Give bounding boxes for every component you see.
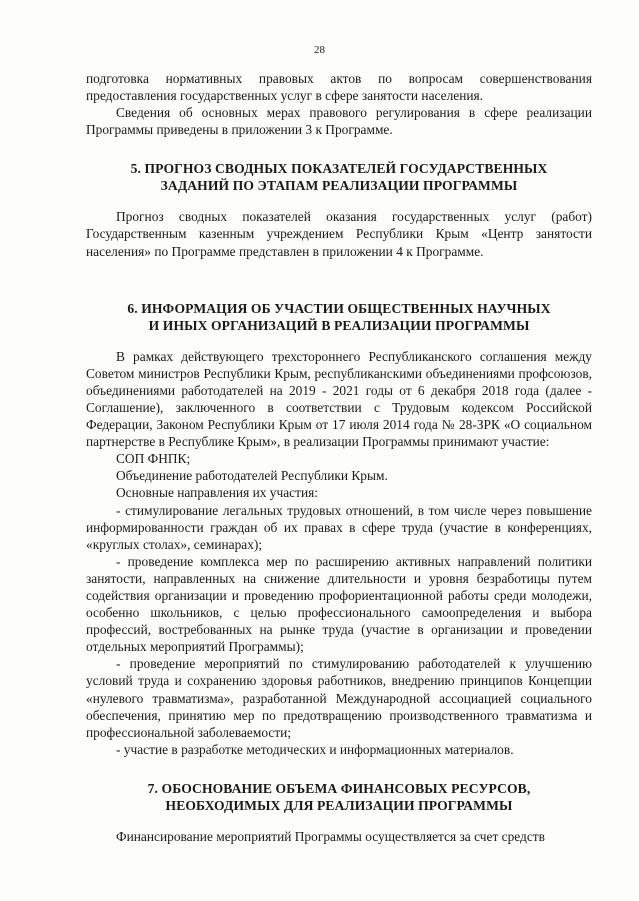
paragraph: В рамках действующего трехстороннего Республиканского соглашения между Советом министров Республики Крым, республиканскими объединениями профсоюзов, объединениями работодателей на 2019 - 2021 годы от 6 декабря 2018 года (далее - Соглашение), заключенного в соответствии с Трудовым кодексом Российской Федерации, Законом Республики Крым от 17 июля 2014 года № 28-ЗРК «О социальном партнерстве в Республике Крым», в реализации Программы принимают участие: — [86, 348, 592, 450]
list-item: Объединение работодателей Республики Крым. — [116, 468, 388, 484]
list-item: СОП ФНПК; — [116, 451, 191, 467]
section-6 — [86, 300, 592, 758]
paragraph: Прогноз сводных показателей оказания государственных услуг (работ) Государственным казенным учреждением Республики Крым «Центр занятости населения» по Программе представлен в приложении 4 к Программе. — [86, 209, 592, 259]
heading-line: 5. ПРОГНОЗ СВОДНЫХ ПОКАЗАТЕЛЕЙ ГОСУДАРСТВЕННЫХ — [130, 161, 548, 177]
section-5 — [86, 160, 592, 259]
page-number: 28 — [314, 44, 325, 56]
list-item: - проведение мероприятий по стимулированию работодателей к улучшению условий труда и сохранению здоровья работников, внедрению принципов Концепции «нулевого травматизма», разработанной Международной ассоциацией социального обеспечения, принятию мер по предотвращению производственного травматизма и профессиональной заболеваемости; — [86, 656, 592, 740]
list-item: Основные направления их участия: — [116, 485, 319, 501]
section-heading — [86, 780, 592, 814]
paragraph: Финансирование мероприятий Программы осуществляется за счет средств — [116, 828, 545, 844]
list-item: - стимулирование легальных трудовых отношений, в том числе через повышение информированности граждан об их правах в сфере труда (участие в конференциях, «круглых столах», семинарах); — [86, 502, 592, 552]
section-heading — [86, 160, 592, 194]
document-body — [86, 70, 592, 845]
paragraph: Сведения об основных мерах правового регулирования в сфере реализации Программы приведены в приложении 3 к Программе. — [86, 105, 592, 138]
section-heading — [86, 300, 592, 334]
list-item: - проведение комплекса мер по расширению активных направлений политики занятости, направленных на снижение длительности и уровня безработицы путем содействия организации и проведению профориентационной работы среди молодежи, особенно школьников, с целью профессионального самоопределения и выбора профессий, востребованных на рынке труда (участие в организации и проведении отдельных мероприятий Программы); — [86, 553, 592, 655]
paragraph: подготовка нормативных правовых актов по вопросам совершенствования предоставления государственных услуг в сфере занятости населения. — [86, 71, 592, 104]
heading-line: ЗАДАНИЙ ПО ЭТАПАМ РЕАЛИЗАЦИИ ПРОГРАММЫ — [160, 178, 518, 194]
heading-line: 7. ОБОСНОВАНИЕ ОБЪЕМА ФИНАНСОВЫХ РЕСУРСОВ, — [147, 780, 531, 796]
heading-line: 6. ИНФОРМАЦИЯ ОБ УЧАСТИИ ОБЩЕСТВЕННЫХ НАУЧНЫХ — [127, 300, 551, 316]
section-7 — [86, 780, 592, 845]
list-item: - участие в разработке методических и информационных материалов. — [116, 741, 514, 757]
heading-line: И ИНЫХ ОРГАНИЗАЦИЙ В РЕАЛИЗАЦИИ ПРОГРАММЫ — [148, 317, 530, 333]
heading-line: НЕОБХОДИМЫХ ДЛЯ РЕАЛИЗАЦИИ ПРОГРАММЫ — [165, 797, 513, 813]
